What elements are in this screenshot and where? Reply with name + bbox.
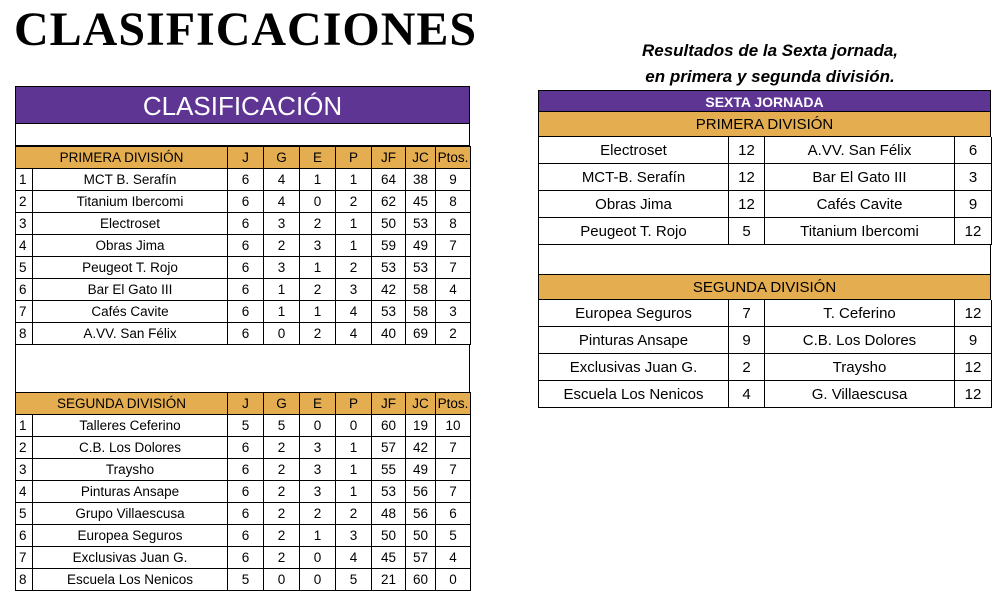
stat-e-cell: 1 xyxy=(300,301,336,323)
stat-j-cell: 6 xyxy=(228,525,264,547)
stat-ptos-cell: 10 xyxy=(436,415,471,437)
stat-g-cell: 4 xyxy=(264,191,300,213)
stat-p-cell: 2 xyxy=(336,503,372,525)
match-row xyxy=(539,327,992,354)
stat-e-cell: 3 xyxy=(300,235,336,257)
position-cell: 2 xyxy=(16,191,33,213)
stat-e-cell: 3 xyxy=(300,459,336,481)
stat-p-cell: 0 xyxy=(336,415,372,437)
stat-ptos-cell: 6 xyxy=(436,503,471,525)
results-subtitle xyxy=(560,38,980,90)
stat-g-cell: 2 xyxy=(264,525,300,547)
stat-ptos-cell: 7 xyxy=(436,459,471,481)
home-score-cell: 12 xyxy=(729,137,765,164)
standings-row xyxy=(16,301,471,323)
away-score-cell: 12 xyxy=(955,218,992,245)
segunda-standings-table xyxy=(15,392,471,591)
segunda-division-label: SEGUNDA DIVISIÓN xyxy=(16,393,228,415)
subtitle-line-1: Resultados de la Sexta jornada, xyxy=(641,41,899,60)
stat-j-cell: 6 xyxy=(228,301,264,323)
standings-row xyxy=(16,525,471,547)
match-row xyxy=(539,300,992,327)
section-gap xyxy=(15,345,470,392)
stat-ptos-cell: 8 xyxy=(436,191,471,213)
stat-jc-cell: 42 xyxy=(406,437,436,459)
stat-p-cell: 3 xyxy=(336,279,372,301)
stat-g-cell: 2 xyxy=(264,481,300,503)
stat-ptos-cell: 7 xyxy=(436,235,471,257)
stat-ptos-cell: 7 xyxy=(436,481,471,503)
stat-e-cell: 1 xyxy=(300,525,336,547)
stat-e-cell: 2 xyxy=(300,279,336,301)
stat-ptos-cell: 8 xyxy=(436,213,471,235)
standings-panel xyxy=(15,86,470,591)
standings-title: CLASIFICACIÓN xyxy=(15,86,470,124)
standings-row xyxy=(16,437,471,459)
stat-jf-cell: 62 xyxy=(372,191,406,213)
home-team-cell: Pinturas Ansape xyxy=(539,327,729,354)
segunda-results-table xyxy=(538,300,992,408)
away-score-cell: 12 xyxy=(955,300,992,327)
stat-p-cell: 1 xyxy=(336,459,372,481)
match-row xyxy=(539,191,992,218)
standings-row xyxy=(16,279,471,301)
stat-jf-cell: 57 xyxy=(372,437,406,459)
stat-jc-cell: 45 xyxy=(406,191,436,213)
standings-row xyxy=(16,257,471,279)
stat-g-cell: 3 xyxy=(264,213,300,235)
home-team-cell: Escuela Los Nenicos xyxy=(539,381,729,408)
stat-p-cell: 2 xyxy=(336,257,372,279)
stat-e-cell: 0 xyxy=(300,191,336,213)
stat-jc-cell: 49 xyxy=(406,235,436,257)
stat-e-cell: 3 xyxy=(300,481,336,503)
col-e: E xyxy=(300,393,336,415)
away-score-cell: 9 xyxy=(955,327,992,354)
spacer-row xyxy=(15,124,470,146)
col-ptos: Ptos. xyxy=(436,147,471,169)
stat-p-cell: 3 xyxy=(336,525,372,547)
match-row xyxy=(539,137,992,164)
primera-results-table xyxy=(538,137,992,245)
standings-row xyxy=(16,503,471,525)
position-cell: 8 xyxy=(16,569,33,591)
team-name-cell: C.B. Los Dolores xyxy=(33,437,228,459)
stat-p-cell: 1 xyxy=(336,481,372,503)
team-name-cell: Peugeot T. Rojo xyxy=(33,257,228,279)
col-j: J xyxy=(228,393,264,415)
stat-jf-cell: 53 xyxy=(372,257,406,279)
stat-g-cell: 1 xyxy=(264,279,300,301)
stat-jf-cell: 55 xyxy=(372,459,406,481)
stat-jf-cell: 53 xyxy=(372,481,406,503)
stat-jc-cell: 56 xyxy=(406,503,436,525)
stat-ptos-cell: 7 xyxy=(436,257,471,279)
team-name-cell: Pinturas Ansape xyxy=(33,481,228,503)
stat-p-cell: 5 xyxy=(336,569,372,591)
stat-p-cell: 1 xyxy=(336,213,372,235)
away-team-cell: Cafés Cavite xyxy=(765,191,955,218)
stat-jf-cell: 50 xyxy=(372,525,406,547)
segunda-header-row xyxy=(16,393,471,415)
standings-row xyxy=(16,213,471,235)
stat-jc-cell: 53 xyxy=(406,257,436,279)
stat-jc-cell: 58 xyxy=(406,279,436,301)
position-cell: 1 xyxy=(16,169,33,191)
col-p: P xyxy=(336,393,372,415)
stat-ptos-cell: 9 xyxy=(436,169,471,191)
match-row xyxy=(539,354,992,381)
stat-e-cell: 0 xyxy=(300,415,336,437)
stat-jc-cell: 69 xyxy=(406,323,436,345)
col-g: G xyxy=(264,393,300,415)
stat-ptos-cell: 4 xyxy=(436,279,471,301)
stat-j-cell: 6 xyxy=(228,191,264,213)
stat-g-cell: 0 xyxy=(264,569,300,591)
col-jf: JF xyxy=(372,393,406,415)
stat-jc-cell: 58 xyxy=(406,301,436,323)
stat-g-cell: 2 xyxy=(264,235,300,257)
home-team-cell: Europea Seguros xyxy=(539,300,729,327)
away-score-cell: 6 xyxy=(955,137,992,164)
away-team-cell: T. Ceferino xyxy=(765,300,955,327)
results-title: SEXTA JORNADA xyxy=(538,90,991,112)
stat-jf-cell: 59 xyxy=(372,235,406,257)
match-row xyxy=(539,164,992,191)
away-team-cell: Traysho xyxy=(765,354,955,381)
stat-j-cell: 6 xyxy=(228,459,264,481)
results-segunda-label: SEGUNDA DIVISIÓN xyxy=(538,275,991,300)
stat-p-cell: 4 xyxy=(336,301,372,323)
away-team-cell: G. Villaescusa xyxy=(765,381,955,408)
stat-jf-cell: 48 xyxy=(372,503,406,525)
stat-jc-cell: 57 xyxy=(406,547,436,569)
home-score-cell: 4 xyxy=(729,381,765,408)
stat-jf-cell: 40 xyxy=(372,323,406,345)
primera-standings-table xyxy=(15,146,471,345)
position-cell: 8 xyxy=(16,323,33,345)
home-score-cell: 9 xyxy=(729,327,765,354)
stat-j-cell: 6 xyxy=(228,503,264,525)
team-name-cell: Titanium Ibercomi xyxy=(33,191,228,213)
home-score-cell: 12 xyxy=(729,164,765,191)
home-team-cell: Electroset xyxy=(539,137,729,164)
stat-jf-cell: 53 xyxy=(372,301,406,323)
away-team-cell: C.B. Los Dolores xyxy=(765,327,955,354)
away-score-cell: 12 xyxy=(955,381,992,408)
home-team-cell: Exclusivas Juan G. xyxy=(539,354,729,381)
team-name-cell: Exclusivas Juan G. xyxy=(33,547,228,569)
away-team-cell: Bar El Gato III xyxy=(765,164,955,191)
stat-jf-cell: 21 xyxy=(372,569,406,591)
stat-g-cell: 1 xyxy=(264,301,300,323)
stat-jc-cell: 19 xyxy=(406,415,436,437)
results-primera-label: PRIMERA DIVISIÓN xyxy=(538,112,991,137)
position-cell: 3 xyxy=(16,213,33,235)
stat-e-cell: 2 xyxy=(300,213,336,235)
stat-ptos-cell: 2 xyxy=(436,323,471,345)
stat-jf-cell: 50 xyxy=(372,213,406,235)
stat-e-cell: 1 xyxy=(300,169,336,191)
col-g: G xyxy=(264,147,300,169)
home-score-cell: 5 xyxy=(729,218,765,245)
stat-p-cell: 4 xyxy=(336,547,372,569)
position-cell: 3 xyxy=(16,459,33,481)
position-cell: 7 xyxy=(16,301,33,323)
stat-g-cell: 2 xyxy=(264,547,300,569)
stat-p-cell: 1 xyxy=(336,235,372,257)
stat-jf-cell: 42 xyxy=(372,279,406,301)
stat-j-cell: 6 xyxy=(228,481,264,503)
primera-division-label: PRIMERA DIVISIÓN xyxy=(16,147,228,169)
stat-ptos-cell: 5 xyxy=(436,525,471,547)
team-name-cell: A.VV. San Félix xyxy=(33,323,228,345)
position-cell: 7 xyxy=(16,547,33,569)
team-name-cell: Escuela Los Nenicos xyxy=(33,569,228,591)
stat-jf-cell: 60 xyxy=(372,415,406,437)
col-jc: JC xyxy=(406,147,436,169)
stat-ptos-cell: 0 xyxy=(436,569,471,591)
stat-j-cell: 6 xyxy=(228,213,264,235)
col-jf: JF xyxy=(372,147,406,169)
stat-j-cell: 6 xyxy=(228,437,264,459)
position-cell: 4 xyxy=(16,481,33,503)
position-cell: 1 xyxy=(16,415,33,437)
stat-g-cell: 5 xyxy=(264,415,300,437)
subtitle-line-2: en primera y segunda división. xyxy=(645,67,895,86)
away-team-cell: A.VV. San Félix xyxy=(765,137,955,164)
team-name-cell: Cafés Cavite xyxy=(33,301,228,323)
stat-j-cell: 6 xyxy=(228,257,264,279)
home-score-cell: 2 xyxy=(729,354,765,381)
col-j: J xyxy=(228,147,264,169)
standings-row xyxy=(16,235,471,257)
home-score-cell: 12 xyxy=(729,191,765,218)
position-cell: 5 xyxy=(16,503,33,525)
team-name-cell: Talleres Ceferino xyxy=(33,415,228,437)
team-name-cell: Europea Seguros xyxy=(33,525,228,547)
results-panel xyxy=(538,90,991,408)
stat-p-cell: 1 xyxy=(336,169,372,191)
stat-jc-cell: 60 xyxy=(406,569,436,591)
col-ptos: Ptos. xyxy=(436,393,471,415)
stat-g-cell: 0 xyxy=(264,323,300,345)
position-cell: 4 xyxy=(16,235,33,257)
position-cell: 2 xyxy=(16,437,33,459)
match-row xyxy=(539,381,992,408)
stat-j-cell: 6 xyxy=(228,323,264,345)
team-name-cell: Electroset xyxy=(33,213,228,235)
col-p: P xyxy=(336,147,372,169)
stat-j-cell: 6 xyxy=(228,547,264,569)
stat-g-cell: 2 xyxy=(264,437,300,459)
stat-e-cell: 2 xyxy=(300,323,336,345)
team-name-cell: Traysho xyxy=(33,459,228,481)
stat-g-cell: 2 xyxy=(264,503,300,525)
stat-p-cell: 2 xyxy=(336,191,372,213)
stat-e-cell: 0 xyxy=(300,569,336,591)
stat-j-cell: 5 xyxy=(228,569,264,591)
stat-e-cell: 3 xyxy=(300,437,336,459)
stat-p-cell: 1 xyxy=(336,437,372,459)
team-name-cell: MCT B. Serafín xyxy=(33,169,228,191)
home-team-cell: Obras Jima xyxy=(539,191,729,218)
stat-jc-cell: 53 xyxy=(406,213,436,235)
stat-ptos-cell: 7 xyxy=(436,437,471,459)
standings-row xyxy=(16,569,471,591)
stat-e-cell: 0 xyxy=(300,547,336,569)
col-jc: JC xyxy=(406,393,436,415)
stat-jf-cell: 64 xyxy=(372,169,406,191)
results-spacer xyxy=(538,245,991,275)
standings-row xyxy=(16,459,471,481)
match-row xyxy=(539,218,992,245)
standings-row xyxy=(16,169,471,191)
stat-jc-cell: 50 xyxy=(406,525,436,547)
standings-row xyxy=(16,481,471,503)
position-cell: 5 xyxy=(16,257,33,279)
stat-j-cell: 6 xyxy=(228,235,264,257)
stat-g-cell: 3 xyxy=(264,257,300,279)
away-score-cell: 9 xyxy=(955,191,992,218)
stat-g-cell: 4 xyxy=(264,169,300,191)
standings-row xyxy=(16,547,471,569)
stat-j-cell: 5 xyxy=(228,415,264,437)
stat-p-cell: 4 xyxy=(336,323,372,345)
standings-row xyxy=(16,191,471,213)
team-name-cell: Bar El Gato III xyxy=(33,279,228,301)
standings-row xyxy=(16,415,471,437)
away-team-cell: Titanium Ibercomi xyxy=(765,218,955,245)
stat-ptos-cell: 4 xyxy=(436,547,471,569)
home-score-cell: 7 xyxy=(729,300,765,327)
stat-e-cell: 2 xyxy=(300,503,336,525)
page-title: CLASIFICACIONES xyxy=(14,3,478,56)
stat-j-cell: 6 xyxy=(228,169,264,191)
home-team-cell: MCT-B. Serafín xyxy=(539,164,729,191)
position-cell: 6 xyxy=(16,279,33,301)
stat-g-cell: 2 xyxy=(264,459,300,481)
stat-jc-cell: 38 xyxy=(406,169,436,191)
stat-jc-cell: 49 xyxy=(406,459,436,481)
home-team-cell: Peugeot T. Rojo xyxy=(539,218,729,245)
primera-header-row xyxy=(16,147,471,169)
team-name-cell: Grupo Villaescusa xyxy=(33,503,228,525)
away-score-cell: 3 xyxy=(955,164,992,191)
standings-row xyxy=(16,323,471,345)
stat-j-cell: 6 xyxy=(228,279,264,301)
stat-e-cell: 1 xyxy=(300,257,336,279)
col-e: E xyxy=(300,147,336,169)
position-cell: 6 xyxy=(16,525,33,547)
away-score-cell: 12 xyxy=(955,354,992,381)
stat-jc-cell: 56 xyxy=(406,481,436,503)
team-name-cell: Obras Jima xyxy=(33,235,228,257)
stat-jf-cell: 45 xyxy=(372,547,406,569)
stat-ptos-cell: 3 xyxy=(436,301,471,323)
